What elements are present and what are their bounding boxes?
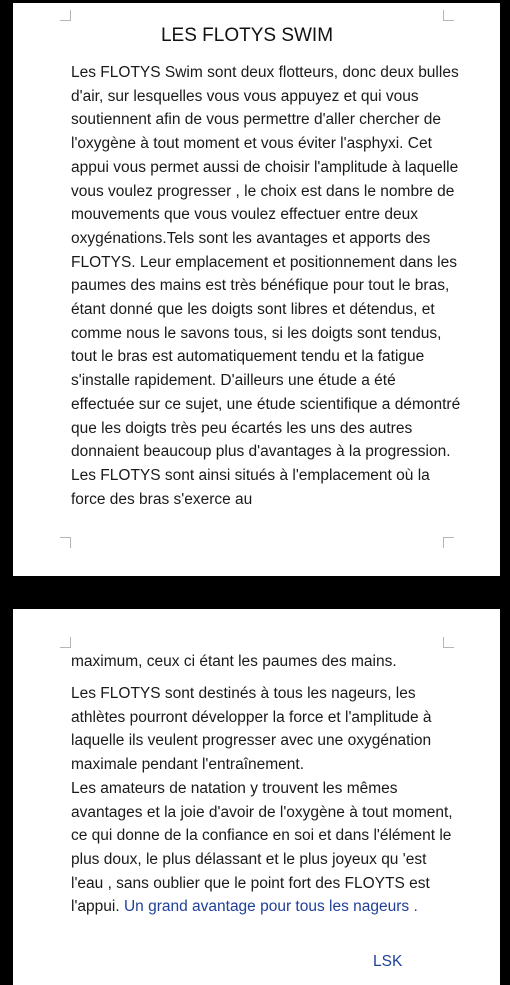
corner-mark-top-right <box>443 637 454 648</box>
page-1 <box>13 3 500 576</box>
corner-mark-top-left <box>60 637 71 648</box>
corner-mark-top-left <box>60 10 71 21</box>
signature: LSK <box>373 953 403 970</box>
page-1-paragraph: Les FLOTYS Swim sont deux flotteurs, donc deux bulles d'air, sur lesquelles vous vous appuyez et qui vous soutiennent afin de vous permettre d'aller chercher de l'oxygène à tout moment et vous éviter l'asphyxi. Cet appui vous permet aussi de choisir l'amplitude à laquelle vous voulez progresser , le choix est dans le nombre de mouvements que vous voulez effectuer entre deux oxygénations.Tels sont les avantages et apports des FLOTYS. Leur emplacement et positionnement dans les paumes des mains est très bénéfique pour tout le bras, étant donné que les doigts sont libres et détendus, et comme nous le savons tous, si les doigts sont tendus, tout le bras est automatiquement tendu et la fatigue s'installe rapidement. D'ailleurs une étude a été effectuée sur ce sujet, une étude scientifique a démontré que les doigts très peu écartés les uns des autres donnaient beaucoup plus d'avantages à la progression. Les FLOTYS sont ainsi situés à l'emplacement où la force des bras s'exerce au <box>71 64 461 508</box>
corner-mark-top-right <box>443 10 454 21</box>
document-title: LES FLOTYS SWIM <box>160 25 334 46</box>
page-2-continuation: maximum, ceux ci étant les paumes des mains. <box>71 653 397 670</box>
page-2-paragraph <box>71 682 461 919</box>
corner-mark-bottom-left <box>60 537 71 548</box>
page-2-body: Les FLOTYS sont destinés à tous les nageurs, les athlètes pourront développer la force et l'amplitude à laquelle ils veulent progresser avec une oxygénation maximale pendant l'entraînement. Les amateurs de natation y trouvent les mêmes avantages et la joie d'avoir de l'oxygène à tout moment, ce qui donne de la confiance en soi et dans l'élément le plus doux, le plus délassant et le plus joyeux qu 'est l'eau , sans oublier que le point fort des FLOYTS est l'appui. <box>71 685 453 916</box>
highlight-sentence: Un grand avantage pour tous les nageurs . <box>123 898 418 916</box>
corner-mark-bottom-right <box>443 537 454 548</box>
page-2 <box>13 609 500 985</box>
